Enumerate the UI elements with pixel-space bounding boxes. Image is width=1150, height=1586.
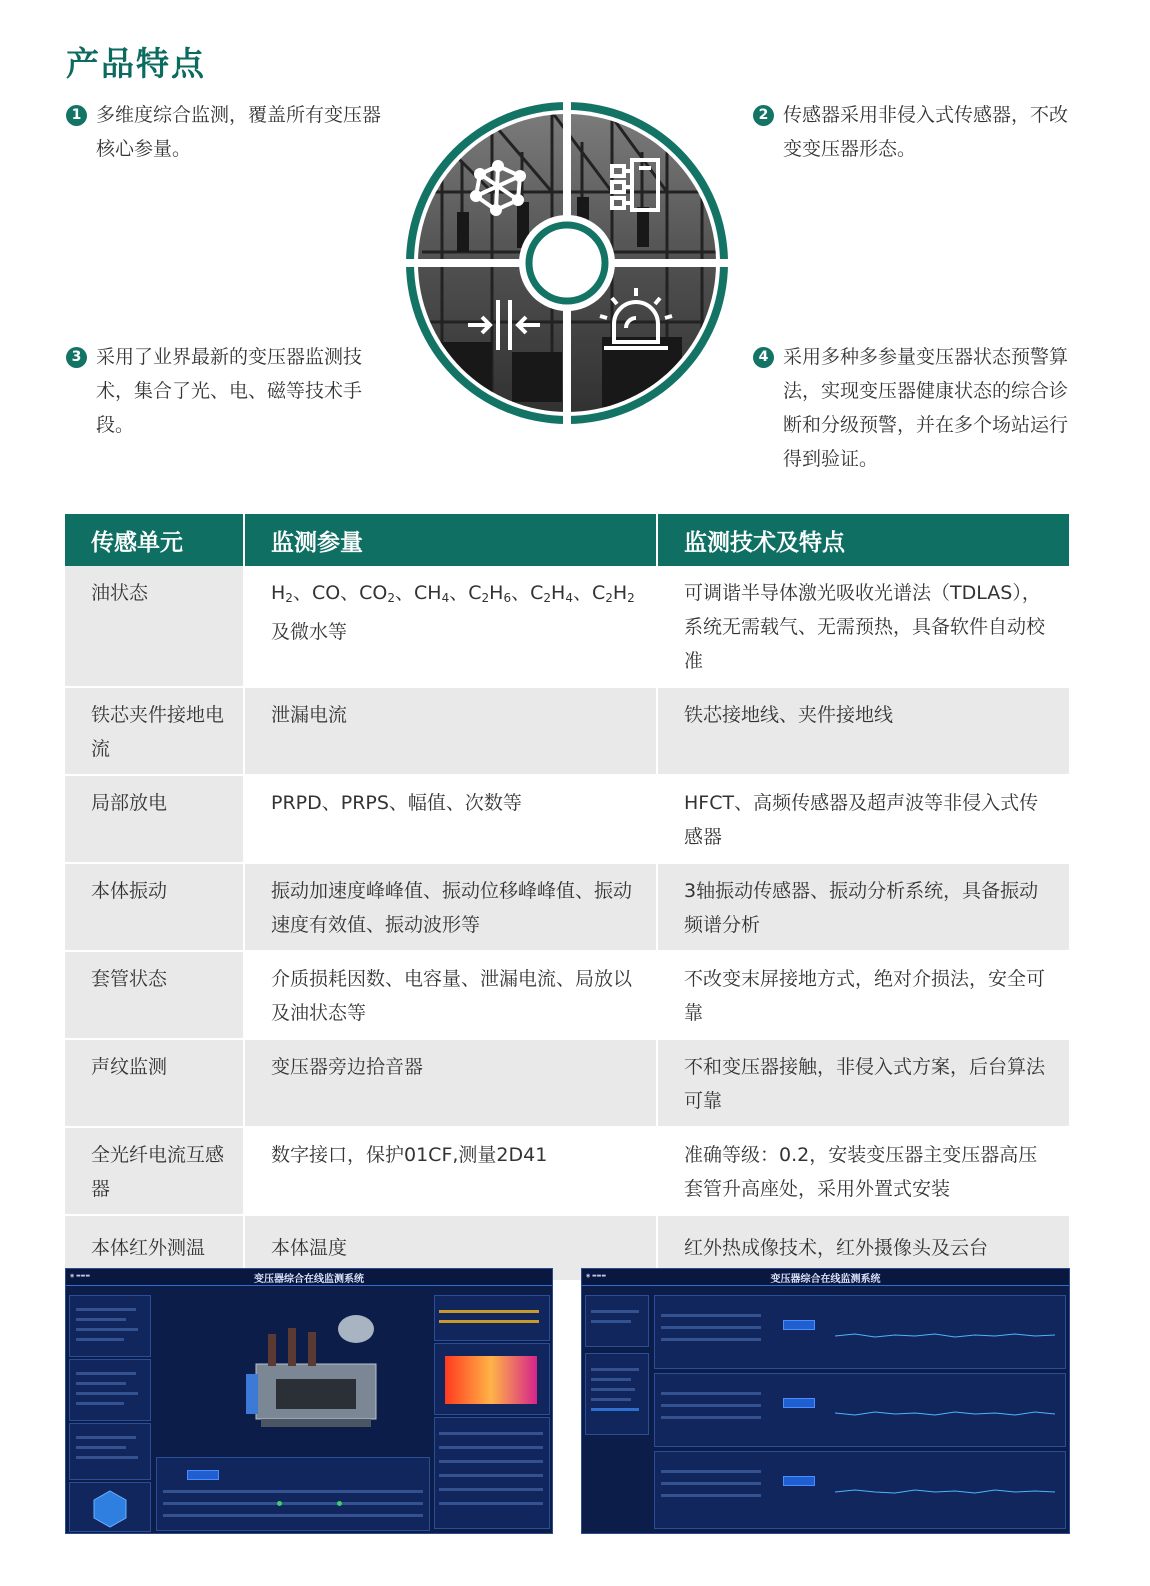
sensor-spec-table [65,514,1069,1282]
transformer-3d-model [216,1304,416,1434]
cell-unit: 局部放电 [65,775,244,863]
screenshot-title: 变压器综合在线监测系统 [770,1274,881,1285]
bushing-panel-1 [654,1295,1066,1369]
status-table-panel [156,1457,430,1531]
brand-logo: ◉ ▬▬▬ [586,1273,607,1279]
cell-unit: 本体振动 [65,863,244,951]
cell-unit: 本体红外测温 [65,1215,244,1281]
trend-line [835,1388,1055,1438]
cell-tech: 可调谐半导体激光吸收光谱法（TDLAS），系统无需载气、无需预热，具备软件自动校准 [657,566,1069,687]
header-monitoring-parameter: 监测参量 [244,514,657,566]
cell-param: 介质损耗因数、电容量、泄漏电流、局放以及油状态等 [244,951,657,1039]
device-info-panel [69,1295,151,1357]
trend-line [835,1310,1055,1360]
cell-unit: 全光纤电流互感器 [65,1127,244,1215]
cell-tech: 准确等级：0.2，安装变压器主变压器高压套管升高座处，采用外置式安装 [657,1127,1069,1215]
feature-2 [753,98,1073,166]
device-select-panel [585,1295,649,1347]
thermal-image [435,1344,549,1414]
cell-unit: 油状态 [65,566,244,687]
cell-unit: 套管状态 [65,951,244,1039]
feature-1 [66,98,386,166]
table-row [65,1039,1069,1127]
cell-param: 数字接口，保护01CF,测量2D41 [244,1127,657,1215]
feature-4 [753,340,1073,476]
alarm-record-panel [434,1417,550,1529]
cell-param: 泄漏电流 [244,687,657,775]
number-badge: 4 [753,347,774,368]
hexagon-chart-icon [70,1483,150,1531]
cell-tech: 3轴振动传感器、振动分析系统，具备振动频谱分析 [657,863,1069,951]
cell-param: 振动加速度峰峰值、振动位移峰峰值、振动速度有效值、振动波形等 [244,863,657,951]
cell-param: PRPD、PRPS、幅值、次数等 [244,775,657,863]
trend-line [835,1466,1055,1516]
cell-tech: 铁芯接地线、夹件接地线 [657,687,1069,775]
page-title: 产品特点 [66,44,206,83]
brand-logo: ◉ ▬▬▬ [70,1273,91,1279]
monitoring-system-screenshot-right [581,1268,1070,1534]
table-row [65,1127,1069,1215]
bushing-panel-3 [654,1451,1066,1529]
screenshot-title: 变压器综合在线监测系统 [254,1274,364,1285]
alarm-panel [434,1295,550,1341]
table-header-row [65,514,1069,566]
bushing-panel-2 [654,1373,1066,1447]
number-badge: 1 [66,105,87,126]
number-badge: 2 [753,105,774,126]
data-panel [69,1423,151,1480]
radar-panel [69,1482,151,1532]
cell-param: 变压器旁边拾音器 [244,1039,657,1127]
feature-text: 多维度综合监测，覆盖所有变压器核心参量。 [96,104,382,160]
feature-wheel-graphic [402,102,732,424]
infrared-video-panel [434,1343,550,1415]
table-row [65,863,1069,951]
cell-param: $H_2$、CO、$CO_2$、$CH_4$、$C_2H_6$、$C_2H_4$、$C_2H_2$及微水等 [244,566,657,687]
number-badge: 3 [66,347,87,368]
table-row [65,687,1069,775]
cell-tech: HFCT、高频传感器及超声波等非侵入式传感器 [657,775,1069,863]
table-row [65,775,1069,863]
monitoring-system-screenshot-left [65,1268,553,1534]
table-row [65,951,1069,1039]
feature-text: 采用多种多参量变压器状态预警算法，实现变压器健康状态的综合诊断和分级预警，并在多个场站运行得到验证。 [783,346,1069,470]
cell-tech: 不和变压器接触，非侵入式方案，后台算法可靠 [657,1039,1069,1127]
feature-3 [66,340,386,442]
function-select-panel [585,1353,649,1435]
cell-tech: 红外热成像技术，红外摄像头及云台 [657,1215,1069,1281]
feature-text: 采用了业界最新的变压器监测技术，集合了光、电、磁等技术手段。 [96,346,363,436]
cell-tech: 不改变末屏接地方式，绝对介损法，安全可靠 [657,951,1069,1039]
cell-param: 本体温度 [244,1215,657,1281]
cell-unit: 声纹监测 [65,1039,244,1127]
table-row [65,566,1069,687]
device-status-panel [69,1359,151,1421]
feature-text: 传感器采用非侵入式传感器，不改变变压器形态。 [783,104,1069,160]
cell-unit: 铁芯夹件接地电流 [65,687,244,775]
header-sensor-unit: 传感单元 [65,514,244,566]
header-technology: 监测技术及特点 [657,514,1069,566]
